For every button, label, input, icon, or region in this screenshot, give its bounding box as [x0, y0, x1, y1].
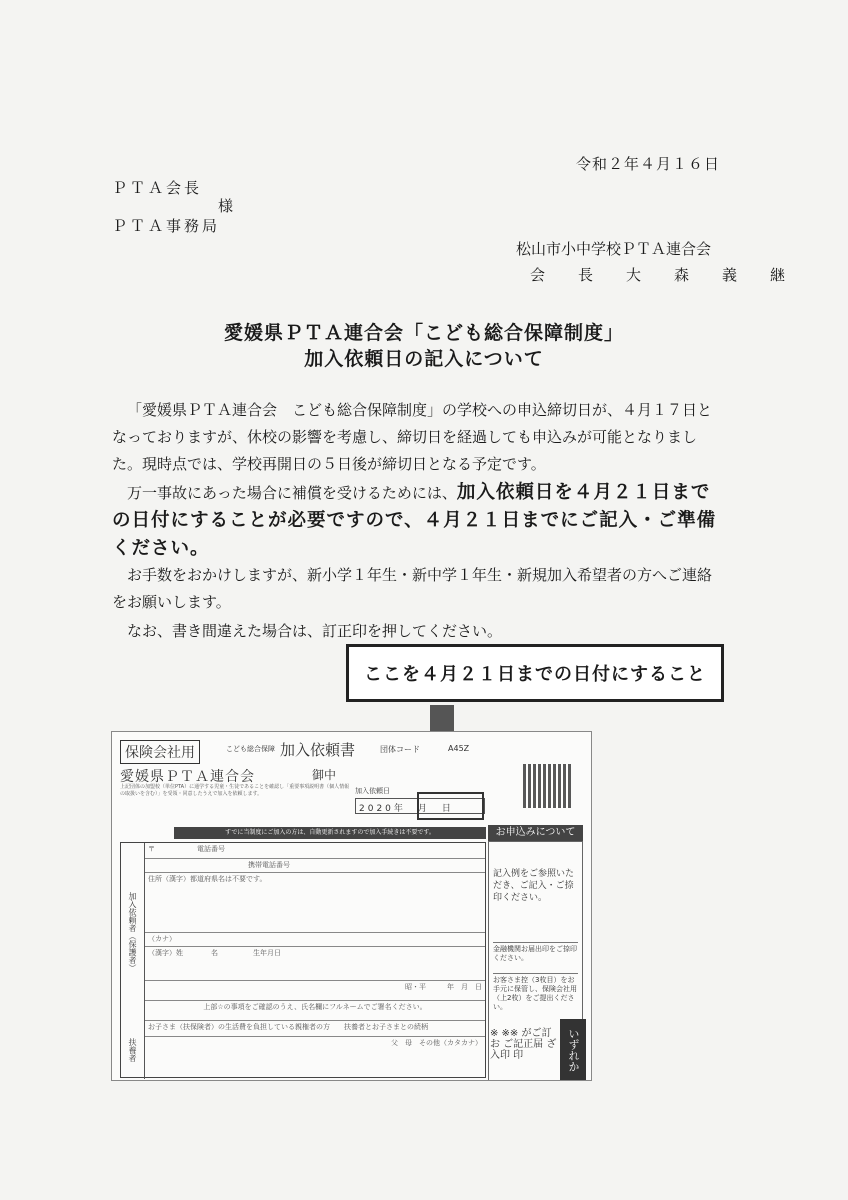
form-consent-note: 上記団体の加盟校（単位PTA）に通学する児童・生徒であることを確認し「重要事項説明書（個人情報の取扱いを含む）」を受領・同意したうえで加入を依頼します。	[120, 784, 350, 797]
form-right-tab: いずれか	[560, 1019, 586, 1081]
form-organization: 愛媛県ＰＴＡ連合会	[120, 769, 255, 785]
callout-box: ここを４月２１日までの日付にすること	[346, 644, 724, 702]
form-applicant-grid	[120, 842, 486, 1078]
form-row-postal	[145, 843, 485, 859]
requirement-normal-text: 万一事故にあった場合に補償を受けるためには、	[127, 484, 457, 502]
form-row-mobile: 携帯電話番号	[145, 859, 485, 873]
sender-organization: 松山市小中学校ＰＴＡ連合会	[516, 240, 712, 258]
qr-code-icon	[523, 764, 571, 808]
form-onchu: 御中	[312, 768, 337, 782]
form-side-notes: ※ ※※ がご訂お ご記正届 ざ入印 印	[490, 1028, 557, 1061]
recipient-pta-president: ＰＴＡ会長	[112, 179, 203, 197]
document-date: 令和２年４月１６日	[576, 155, 721, 173]
form-date-field: 2020年 月 日	[355, 798, 485, 814]
document-title-line2: 加入依頼日の記入について	[304, 348, 544, 370]
sender-name: 会 長 大 森 義 継	[530, 266, 795, 284]
form-insurer-badge: 保険会社用	[120, 740, 200, 764]
form-row-child: お子さま（扶保険者）の生活費を負担している親権者の方 扶養者とお子さまとの続柄	[145, 1021, 485, 1037]
form-code-value: A45Z	[448, 744, 470, 753]
document-title-line1: 愛媛県ＰＴＡ連合会「こども総合保障制度」	[223, 322, 624, 344]
form-row-parent: 父 母 その他（カタカナ）	[391, 1039, 482, 1047]
form-row-era: 昭・平 年 月 日	[145, 981, 485, 1001]
form-row-notice: 上部☆の事項をご確認のうえ、氏名欄にフルネームでご署名ください。	[145, 1001, 485, 1021]
form-applicant-label: 加入依頼者（保護者）	[121, 843, 145, 1021]
form-title: 加入依頼書	[280, 741, 356, 759]
form-row-kana: （カナ）	[145, 933, 485, 947]
form-image	[111, 731, 592, 1081]
paragraph-requirement	[112, 479, 724, 563]
form-auto-renew-band: すでに当制度にご加入の方は、自動更新されますので加入手続きは不要です。	[174, 827, 486, 839]
form-code-label: 団体コード	[380, 745, 420, 754]
form-date-highlight-box	[417, 792, 484, 820]
paragraph-correction: なお、書き間違えた場合は、訂正印を押してください。	[127, 622, 503, 640]
form-row-address: 住所（漢字）都道府県名は不要です。	[145, 873, 485, 933]
form-side-text1: 記入例をご参照いただき、ご記入・ご捺印ください。	[493, 869, 575, 903]
form-insured-label: 扶養者	[121, 1021, 145, 1079]
recipient-pta-office: ＰＴＡ事務局	[112, 217, 221, 235]
form-mini-label: こども総合保障	[226, 745, 275, 753]
form-side-text2: 金融機関お届出印をご捺印ください。	[493, 942, 578, 963]
form-side-text3: お客さま控（3枚目）をお手元に保管し、保険会社用（上2枚）をご提出ください。	[493, 973, 578, 1012]
tel-label: 電話番号	[197, 845, 225, 853]
form-side-header: お申込みについて	[488, 825, 583, 841]
paragraph-deadline: 「愛媛県ＰＴＡ連合会 こども総合保障制度」の学校への申込締切日が、４月１７日となっておりますが、休校の影響を考慮し、締切日を経過しても申込みが可能となりました。現時点では、学校再開日の５日後が締切日となる予定です。	[112, 401, 713, 473]
recipient-honorific: 様	[218, 197, 234, 215]
requirement-bold-text: 加入依頼日を４月２１日までの日付にすることが必要ですので、４月２１日までにご記入・ご準備ください。	[112, 482, 717, 559]
postal-mark: 〒	[148, 845, 155, 853]
form-row-name: （漢字）姓 名 生年月日	[145, 947, 485, 981]
paragraph-request: お手数をおかけしますが、新小学１年生・新中学１年生・新規加入希望者の方へご連絡をお願いします。	[112, 566, 713, 611]
form-date-label: 加入依頼日	[355, 787, 390, 795]
